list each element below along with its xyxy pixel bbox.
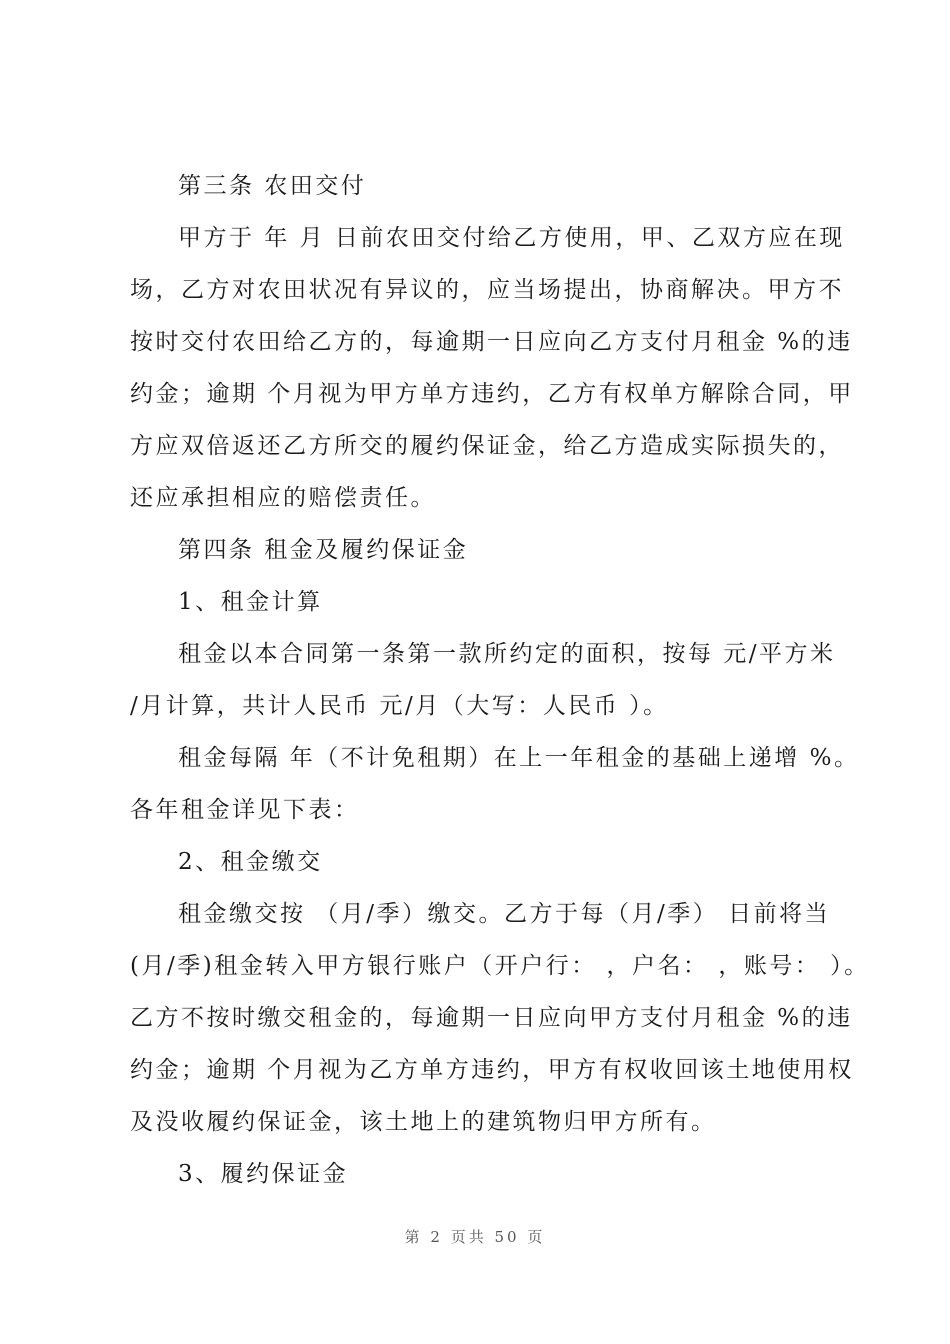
text-line: 各年租金详见下表： bbox=[130, 797, 360, 823]
text-line: 1、租金计算 bbox=[178, 589, 323, 615]
text-line: 租金缴交按 （月/季）缴交。乙方于每（月/季） 日前将当 bbox=[178, 901, 831, 927]
text-line: 2、租金缴交 bbox=[178, 849, 323, 875]
document-body bbox=[130, 160, 870, 1200]
text-line: 及没收履约保证金，该土地上的建筑物归甲方所有。 bbox=[130, 1109, 717, 1135]
text-line: 场，乙方对农田状况有异议的，应当场提出，协商解决。甲方不 bbox=[130, 277, 844, 303]
text-line: 第四条 租金及履约保证金 bbox=[178, 537, 469, 563]
text-line: 按时交付农田给乙方的，每逾期一日应向乙方支付月租金 %的违 bbox=[130, 329, 853, 355]
text-line: 约金；逾期 个月视为乙方单方违约，甲方有权收回该土地使用权 bbox=[130, 1057, 854, 1083]
text-line: 3、履约保证金 bbox=[178, 1161, 349, 1187]
text-line: 租金每隔 年（不计免租期）在上一年租金的基础上递增 %。 bbox=[178, 745, 860, 771]
page-footer: 第 2 页共 50 页 bbox=[404, 1228, 546, 1246]
text-line: 甲方于 年 月 日前农田交付给乙方使用，甲、乙双方应在现 bbox=[178, 225, 845, 251]
text-line: 租金以本合同第一条第一款所约定的面积，按每 元/平方米 bbox=[178, 641, 836, 667]
text-line: 方应双倍返还乙方所交的履约保证金，给乙方造成实际损失的， bbox=[130, 433, 844, 459]
text-line: 还应承担相应的赔偿责任。 bbox=[130, 485, 436, 511]
text-line: 乙方不按时缴交租金的，每逾期一日应向甲方支付月租金 %的违 bbox=[130, 1005, 853, 1031]
text-line: 约金；逾期 个月视为甲方单方违约，乙方有权单方解除合同，甲 bbox=[130, 381, 854, 407]
text-line: /月计算，共计人民币 元/月（大写：人民币 ）。 bbox=[130, 693, 669, 719]
text-line: (月/季)租金转入甲方银行账户（开户行： ，户名： ，账号： ）。 bbox=[130, 953, 870, 979]
text-line: 第三条 农田交付 bbox=[178, 173, 367, 199]
